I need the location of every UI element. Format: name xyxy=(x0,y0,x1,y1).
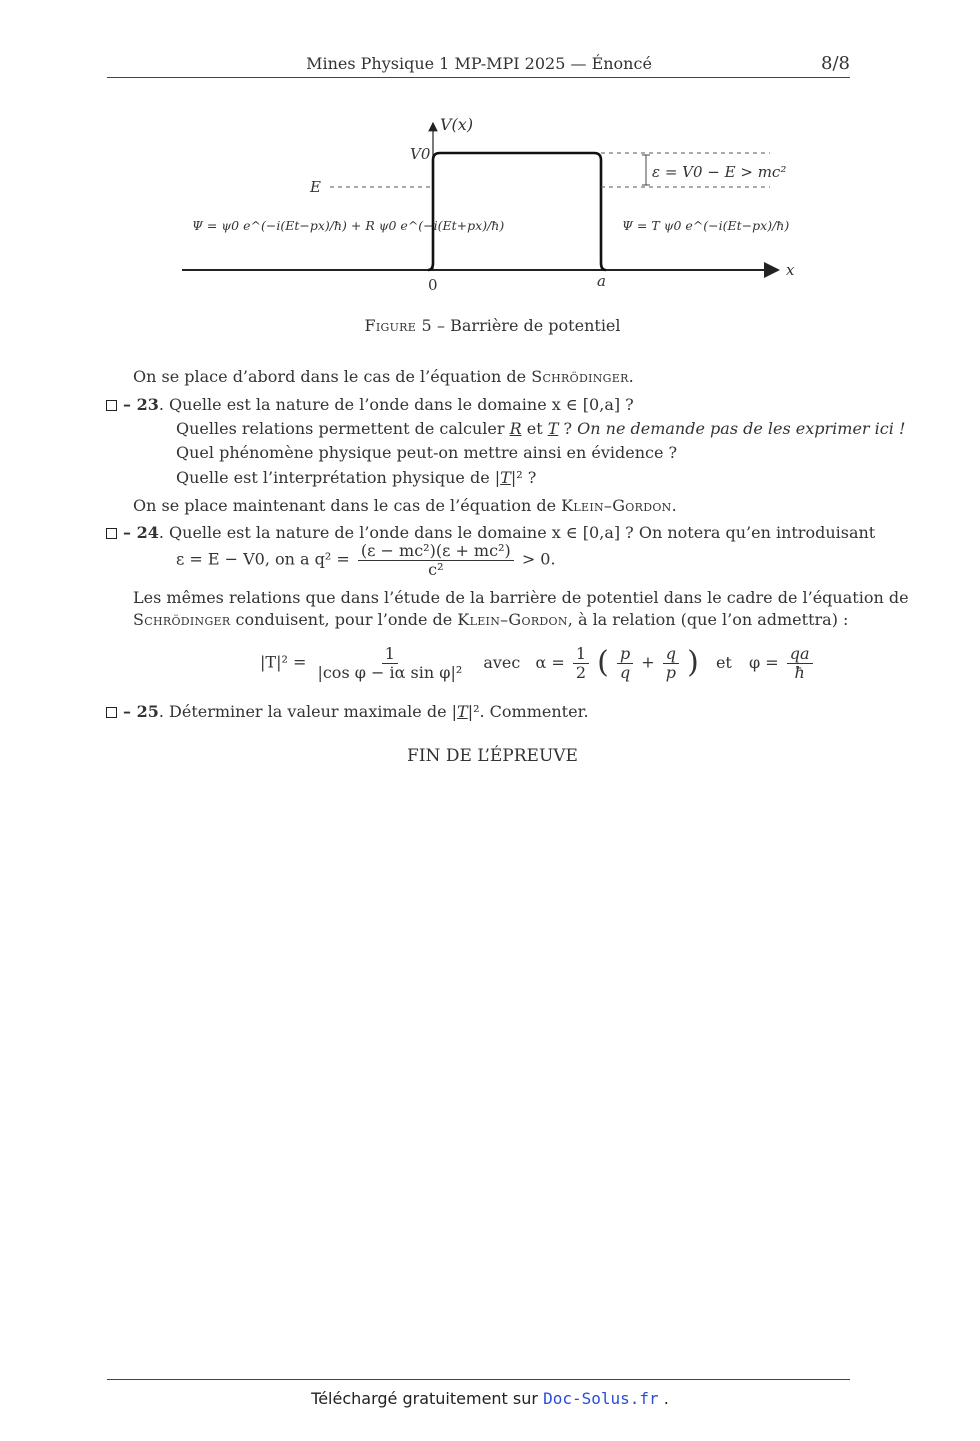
eq-pq-den: q xyxy=(619,662,631,682)
q24-eq-pre: ε = E − V0, on a q² = xyxy=(176,549,350,569)
eq-pq-num: p xyxy=(617,645,633,664)
transmission-equation xyxy=(260,645,816,681)
y-axis-label: V(x) xyxy=(440,115,474,134)
a-label: a xyxy=(597,272,606,290)
checkbox-icon xyxy=(106,707,117,718)
intro-klein-gordon xyxy=(133,496,677,516)
q23-italic-note: On ne demande pas de les exprimer ici ! xyxy=(577,419,906,438)
q23-et: et xyxy=(521,419,548,438)
eq-alpha: α = xyxy=(535,652,565,672)
question-24-text: . Quelle est la nature de l’onde dans le domaine x ∈ [0,a] ? On notera qu’en introduisant xyxy=(158,523,876,542)
eq-phi-den: ħ xyxy=(794,662,805,682)
eq-lhs: |T|² = xyxy=(260,652,307,672)
eq-half-num: 1 xyxy=(573,645,589,664)
eq-half-den: 2 xyxy=(575,662,587,682)
coef-T-3: T xyxy=(457,702,468,721)
question-23-line4 xyxy=(176,468,536,488)
origin-label: 0 xyxy=(428,276,438,294)
para-text-d: , à la relation (que l’on admettra) : xyxy=(567,610,849,629)
para-schrodinger: Schrödinger xyxy=(133,610,231,629)
q23-line2-text: Quelles relations permettent de calculer xyxy=(176,419,510,438)
q23-line4-text: Quelle est l’interprétation physique de | xyxy=(176,468,501,487)
eq-qp-num: q xyxy=(663,645,679,664)
intro-schrodinger-end: . xyxy=(628,367,634,386)
eq-et: et xyxy=(715,652,732,672)
eq-phi: φ = xyxy=(748,652,779,672)
potential-barrier-figure xyxy=(170,105,810,295)
v0-label: V0 xyxy=(410,145,431,163)
header-rule xyxy=(107,77,850,78)
question-25-end: |². Commenter. xyxy=(467,702,589,721)
footer-dot: . xyxy=(658,1389,669,1408)
intro-kg-end: . xyxy=(671,496,677,515)
figure-caption-prefix: Figure 5 xyxy=(364,316,432,335)
footer-rule xyxy=(107,1379,850,1380)
page-number: 8/8 xyxy=(821,53,850,74)
eq-phi-fraction xyxy=(787,645,813,681)
eq-half xyxy=(573,645,589,681)
klein-gordon-name: Klein–Gordon xyxy=(561,496,672,515)
figure-caption-text: – Barrière de potentiel xyxy=(431,316,621,335)
question-23-line1 xyxy=(106,395,634,415)
e-label: E xyxy=(310,178,321,196)
coef-T: T xyxy=(547,419,559,438)
eq-denominator: |cos φ − iα sin φ|² xyxy=(317,662,463,682)
eq-avec: avec xyxy=(483,652,521,672)
open-paren-icon: ( xyxy=(597,645,609,681)
para-text-b: conduisent, pour l’onde de xyxy=(230,610,458,629)
eq-plus: + xyxy=(641,652,655,672)
question-23-number: – 23 xyxy=(123,395,159,414)
end-of-exam: FIN DE L’ÉPREUVE xyxy=(407,746,578,766)
paragraph-line1: Les mêmes relations que dans l’étude de la barrière de potentiel dans le cadre de l’équation de xyxy=(133,588,909,607)
q2-fraction xyxy=(358,542,514,578)
para-klein-gordon: Klein–Gordon xyxy=(457,610,568,629)
eq-p-over-q xyxy=(617,645,633,681)
running-header-title: Mines Physique 1 MP-MPI 2025 — Énoncé xyxy=(306,54,652,73)
eq-qp-den: p xyxy=(665,662,677,682)
figure-caption xyxy=(0,316,980,336)
q2-numerator: (ε − mc²)(ε + mc²) xyxy=(358,542,514,561)
intro-kg-text: On se place maintenant dans le cas de l’équation de xyxy=(133,496,562,515)
intro-schrodinger-text: On se place d’abord dans le cas de l’équation de xyxy=(133,367,532,386)
eq-main-fraction xyxy=(314,645,465,681)
question-24-line1 xyxy=(106,523,875,543)
q23-line4-end: |² ? xyxy=(510,468,537,487)
question-23-line3: Quel phénomène physique peut-on mettre ainsi en évidence ? xyxy=(176,443,678,462)
checkbox-icon xyxy=(106,400,117,411)
q2-denominator: c² xyxy=(428,559,444,579)
footer-text: Téléchargé gratuitement sur xyxy=(311,1389,544,1408)
question-24-number: – 24 xyxy=(123,523,159,542)
psi-left-expression: Ψ = ψ0 e^(−i(Et−px)/ħ) + R ψ0 e^(−i(Et+px)/ħ) xyxy=(192,218,505,233)
schrodinger-name: Schrödinger xyxy=(531,367,629,386)
eq-phi-num: qa xyxy=(787,645,813,664)
question-23-line2 xyxy=(176,419,905,439)
footer xyxy=(0,1389,980,1408)
q24-eq-post: > 0. xyxy=(521,549,556,569)
coef-R: R xyxy=(509,419,522,438)
close-paren-icon: ) xyxy=(687,645,699,681)
q23-qmark: ? xyxy=(558,419,578,438)
question-25 xyxy=(106,702,589,722)
barrier-curve xyxy=(428,153,606,270)
question-23-text: . Quelle est la nature de l’onde dans le domaine x ∈ [0,a] ? xyxy=(158,395,634,414)
coef-T-2: T xyxy=(500,468,511,487)
footer-link[interactable]: Doc-Solus.fr xyxy=(543,1389,659,1408)
epsilon-label: ε = V0 − E > mc² xyxy=(652,163,787,181)
x-axis-label: x xyxy=(786,261,795,279)
intro-schrodinger xyxy=(133,367,634,387)
question-25-number: – 25 xyxy=(123,702,159,721)
psi-right-expression: Ψ = T ψ0 e^(−i(Et−px)/ħ) xyxy=(622,218,790,233)
eq-numerator: 1 xyxy=(382,645,398,664)
checkbox-icon xyxy=(106,528,117,539)
eq-q-over-p xyxy=(663,645,679,681)
question-24-line2 xyxy=(176,542,556,578)
question-25-text: . Déterminer la valeur maximale de | xyxy=(158,702,458,721)
paragraph-line2 xyxy=(133,610,848,630)
